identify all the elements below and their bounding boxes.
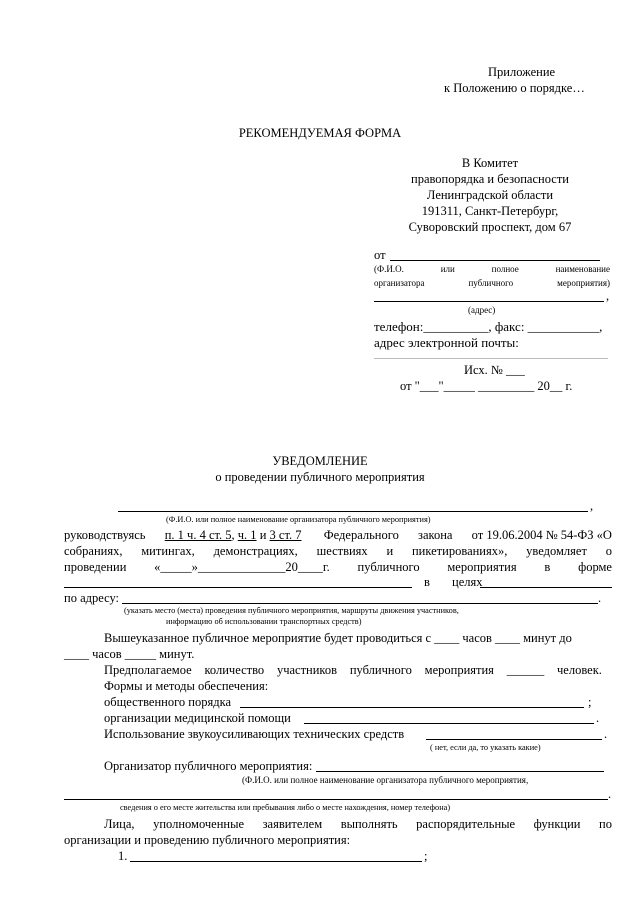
- time-line[interactable]: ____ часов _____ минут.: [64, 647, 195, 661]
- time-line[interactable]: Вышеуказанное публичное мероприятие будет проводиться с ____ часов ____ минут до: [104, 631, 572, 645]
- word: участников: [276, 663, 338, 677]
- participants-line: [104, 664, 602, 677]
- body-line-holding: [64, 561, 612, 574]
- word: уполномоченные: [153, 817, 245, 831]
- public-order-label: общественного порядка: [104, 695, 232, 709]
- word: и: [386, 544, 394, 558]
- addressee-line: 191311, Санкт-Петербург,: [421, 204, 559, 218]
- word: пикетированиях»,: [411, 544, 508, 558]
- organizer-label: Организатор публичного мероприятия:: [104, 759, 313, 773]
- word: руководствуясь: [64, 528, 146, 542]
- form-title: РЕКОМЕНДУЕМАЯ ФОРМА: [238, 126, 402, 140]
- word: функции: [533, 817, 581, 831]
- notice-subtitle: о проведении публичного мероприятия: [215, 470, 425, 484]
- semicolon: ;: [588, 695, 592, 709]
- sender-address-line[interactable]: [374, 301, 604, 302]
- word: человек.: [557, 663, 602, 677]
- word: распорядительные: [416, 817, 516, 831]
- word: по: [599, 817, 612, 831]
- semicolon: ;: [424, 849, 428, 863]
- medical-line[interactable]: [304, 723, 594, 724]
- purpose-line[interactable]: [480, 587, 612, 588]
- list-item-number: 1.: [118, 849, 128, 863]
- law-ref-link[interactable]: 3 ст. 7: [269, 528, 302, 542]
- place-hint: информацию об использовании транспортных средств): [166, 617, 362, 626]
- word: мероприятия: [424, 663, 494, 677]
- addressee-line: правопорядка и безопасности: [411, 172, 569, 186]
- word: о: [605, 544, 612, 558]
- address-hint: (адрес): [468, 305, 496, 315]
- word: выполнять: [340, 817, 398, 831]
- hint-word: мероприятия): [557, 278, 610, 288]
- purpose-word: целях: [452, 575, 483, 589]
- place-hint: (указать место (места) проведения публичного мероприятия, маршруты движения участников,: [124, 606, 459, 615]
- hint-word: (Ф.И.О.: [374, 264, 404, 274]
- appendix-title: Приложение: [488, 65, 556, 79]
- word: собраниях,: [64, 544, 123, 558]
- organizer-hint: (Ф.И.О. или полное наименование организатора публичного мероприятия): [166, 515, 431, 524]
- comma: ,: [590, 499, 594, 513]
- body-line-assemblies: [64, 545, 612, 558]
- period: .: [598, 591, 602, 605]
- word: публичного: [349, 663, 412, 677]
- word: шествиях: [316, 544, 368, 558]
- from-label: от: [374, 248, 386, 262]
- law-ref-link[interactable]: п. 1 ч. 4 ст. 5: [164, 528, 232, 542]
- word: от 19.06.2004 № 54-ФЗ «О: [471, 528, 612, 542]
- word: п. 1 ч. 4 ст. 5, ч. 1 и 3 ст. 7: [164, 528, 302, 542]
- outgoing-number[interactable]: Исх. № ___: [464, 363, 525, 377]
- hint-word: или: [440, 264, 455, 274]
- public-order-line[interactable]: [240, 707, 584, 708]
- outgoing-date[interactable]: от "___"_____ _________ 20__ г.: [400, 379, 573, 393]
- law-ref-link[interactable]: ч. 1: [237, 528, 257, 542]
- comma: ,: [606, 289, 610, 303]
- event-address-line[interactable]: [122, 603, 598, 604]
- addressee-line: Суворовский проспект, дом 67: [408, 220, 572, 234]
- appendix-subtitle: к Положению о порядке…: [444, 81, 585, 95]
- word: Федерального: [320, 528, 399, 542]
- hint-word: организатора: [374, 278, 425, 288]
- body-line-guided: [64, 529, 612, 542]
- hint-word: полное: [491, 264, 519, 274]
- sender-hint-2: [374, 279, 610, 288]
- addressee-line: В Комитет: [461, 156, 519, 170]
- person-1-line[interactable]: [130, 861, 422, 862]
- word: Лица,: [104, 817, 135, 831]
- word: Предполагаемое: [104, 663, 192, 677]
- word: мероприятия: [447, 560, 517, 574]
- word: публичного: [357, 560, 420, 574]
- notice-title: УВЕДОМЛЕНИЕ: [272, 454, 368, 468]
- event-form-line[interactable]: [64, 587, 412, 588]
- word: в: [544, 560, 551, 574]
- event-date-field[interactable]: «_____»______________20____г.: [154, 560, 330, 574]
- methods-label: Формы и методы обеспечения:: [104, 679, 269, 693]
- sound-line[interactable]: [426, 739, 602, 740]
- word: демонстрациях,: [213, 544, 298, 558]
- sender-hint: [374, 265, 610, 274]
- period: .: [604, 727, 608, 741]
- hint-word: публичного: [468, 278, 514, 288]
- persons-line-2: организации и проведению публичного мероприятия:: [64, 833, 351, 847]
- persons-line: [104, 818, 612, 831]
- word: форме: [578, 560, 612, 574]
- period: .: [608, 787, 612, 801]
- residence-hint: сведения о его месте жительства или пребывания либо о месте нахождения, номер телефона): [120, 803, 451, 812]
- organizer-detail-line[interactable]: [64, 799, 608, 800]
- addressee-line: Ленинградской области: [426, 188, 554, 202]
- purpose-word: в: [424, 575, 430, 589]
- email-label: адрес электронной почты:: [374, 335, 519, 350]
- word: уведомляет: [526, 544, 587, 558]
- sound-hint: ( нет, если да, то указать какие): [430, 743, 541, 752]
- sound-label: Использование звукоусиливающих технических средств: [104, 727, 405, 741]
- organizer-name-line[interactable]: [118, 511, 588, 512]
- address-label: по адресу:: [64, 591, 120, 605]
- hint-word: наименование: [555, 264, 610, 274]
- word: проведении: [64, 560, 127, 574]
- organizer-detail-hint: (Ф.И.О. или полное наименование организатора публичного мероприятия,: [242, 775, 529, 785]
- medical-label: организации медицинской помощи: [104, 711, 291, 725]
- email-line[interactable]: [374, 358, 608, 359]
- word: закона: [418, 528, 453, 542]
- sender-name-line[interactable]: [390, 260, 600, 261]
- participants-count-field[interactable]: ______: [506, 663, 545, 677]
- word: митингах,: [141, 544, 195, 558]
- word: заявителем: [262, 817, 323, 831]
- organizer-line[interactable]: [316, 771, 604, 772]
- phone-fax-line[interactable]: телефон:__________, факс: ___________,: [374, 319, 603, 334]
- word: количество: [204, 663, 265, 677]
- period: .: [596, 711, 600, 725]
